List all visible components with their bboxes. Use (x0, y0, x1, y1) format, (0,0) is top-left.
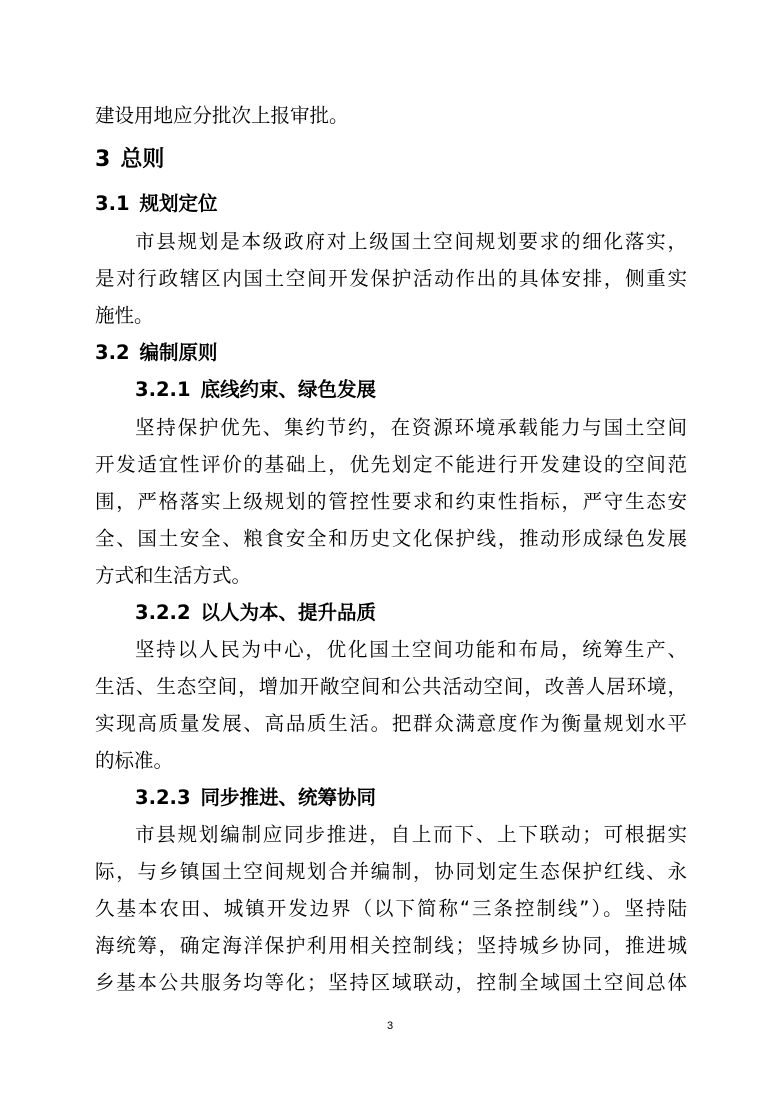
paragraph-line: 市县规划是本级政府对上级国土空间规划要求的细化落实， (135, 230, 687, 253)
section-title: 规划定位 (139, 192, 218, 215)
paragraph-line: 实现高质量发展、高品质生活。把群众满意度作为衡量规划水平 (95, 712, 687, 735)
section-title: 总则 (120, 147, 165, 172)
section-heading-3-2-1 (135, 372, 376, 408)
section-heading-3 (95, 142, 164, 178)
paragraph-line: 施性。 (95, 304, 154, 327)
section-number: 3.1 (95, 192, 130, 215)
section-number: 3 (95, 147, 111, 172)
section-number: 3.2.3 (135, 786, 191, 809)
section-title: 以人为本、提升品质 (200, 601, 377, 624)
paragraph-line: 久基本农田、城镇开发边界（以下简称“三条控制线”）。坚持陆 (95, 897, 687, 920)
paragraph-line: 是对行政辖区内国土空间开发保护活动作出的具体安排，侧重实 (95, 267, 687, 290)
paragraph-line: 海统筹，确定海洋保护利用相关控制线；坚持城乡协同，推进城 (95, 934, 687, 957)
section-title: 底线约束、绿色发展 (200, 378, 377, 401)
paragraph-line: 围，严格落实上级规划的管控性要求和约束性指标，严守生态安 (95, 490, 687, 513)
paragraph-line: 坚持以人民为中心，优化国土空间功能和布局，统筹生产、 (135, 638, 687, 661)
paragraph-line: 全、国土安全、粮食安全和历史文化保护线，推动形成绿色发展 (95, 527, 687, 550)
section-number: 3.2.1 (135, 378, 191, 401)
paragraph-line: 坚持保护优先、集约节约，在资源环境承载能力与国土空间 (135, 416, 687, 439)
paragraph-line: 开发适宜性评价的基础上，优先划定不能进行开发建设的空间范 (95, 453, 687, 476)
paragraph-line: 建设用地应分批次上报审批。 (95, 104, 349, 127)
page-number: 3 (386, 1020, 394, 1032)
paragraph-line: 市县规划编制应同步推进，自上而下、上下联动；可根据实 (135, 823, 687, 846)
section-heading-3-2 (95, 335, 218, 371)
section-heading-3-1 (95, 186, 218, 222)
paragraph-line: 生活、生态空间，增加开敞空间和公共活动空间，改善人居环境， (95, 675, 687, 698)
paragraph-line: 方式和生活方式。 (95, 564, 252, 587)
section-number: 3.2 (95, 341, 130, 364)
section-number: 3.2.2 (135, 601, 191, 624)
section-title: 同步推进、统筹协同 (200, 786, 377, 809)
section-title: 编制原则 (139, 341, 218, 364)
paragraph-line: 际，与乡镇国土空间规划合并编制，协同划定生态保护红线、永 (95, 860, 687, 883)
paragraph-line: 乡基本公共服务均等化；坚持区域联动，控制全域国土空间总体 (95, 971, 687, 994)
section-heading-3-2-2 (135, 595, 376, 631)
section-heading-3-2-3 (135, 780, 376, 816)
paragraph-line: 的标准。 (95, 749, 174, 772)
